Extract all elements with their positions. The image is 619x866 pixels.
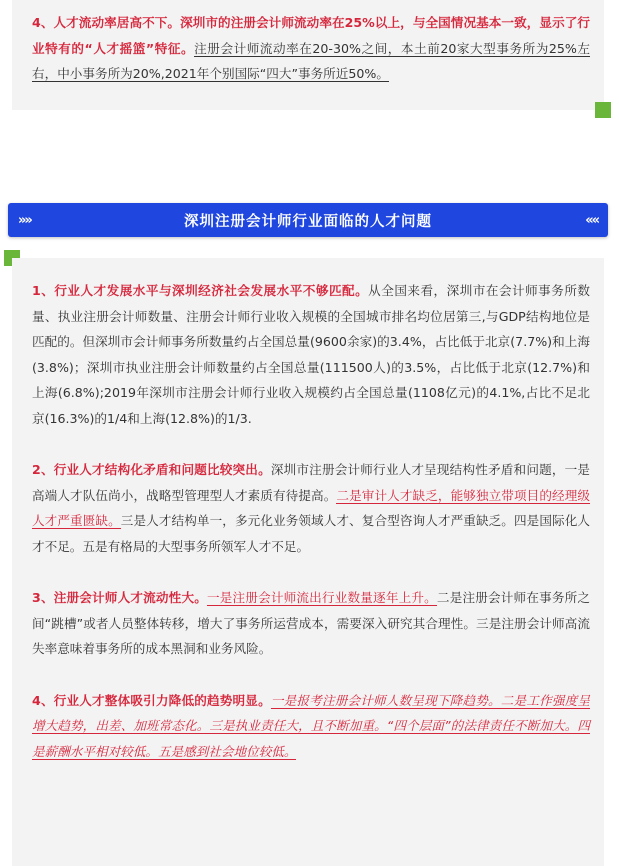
section-banner [8, 203, 608, 237]
issue-2-body-1: 深圳市注册会计师行业人才呈现结构性矛盾和问题，一是高端人才队伍尚小，战略型管理型人才素质有待提高。 [32, 462, 591, 503]
issue-2-highlight: 二是审计人才缺乏，能够独立带项目的经理级人才严重匮缺。 [32, 487, 591, 528]
issue-3-highlight: 一是注册会计师流出行业数量逐年上升。 [207, 590, 437, 605]
issue-2-body-2: 三是人才结构单一，多元化业务领域人才、复合型咨询人才严重缺乏。四是国际化人才不足。五是有格局的大型事务所领军人才不足。 [32, 513, 591, 554]
section-title: 深圳注册会计师行业面临的人才问题 [184, 213, 432, 230]
issue-4-highlight: 一是报考注册会计师人数呈现下降趋势。二是工作强度呈增大趋势，出差、加班常态化。三是执业责任大，且不断加重。“四个层面”的法律责任不断加大。四是薪酬水平相对较低。五是感到社会地位较低。 [32, 692, 591, 759]
issue-paragraph-1 [32, 278, 590, 431]
green-corner-square [595, 102, 611, 118]
issue-paragraph-4 [32, 688, 590, 765]
issue-paragraph-3 [32, 585, 590, 662]
talent-turnover-lead: 4、人才流动率居高不下。深圳市的注册会计师流动率在25%以上，与全国情况基本一致，显示了行业特有的“人才摇篮”特征。 [32, 15, 590, 56]
talent-turnover-paragraph [32, 10, 590, 87]
double-chevron-right-icon: »» [18, 212, 31, 228]
issue-paragraph-2 [32, 457, 590, 559]
issue-4-lead: 4、行业人才整体吸引力降低的趋势明显。 [32, 692, 271, 708]
previous-section-card [12, 0, 604, 110]
double-chevron-left-icon: «« [585, 212, 598, 228]
issue-1-body: 从全国来看，深圳市在会计师事务所数量、执业注册会计师数量、注册会计师行业收入规模的全国城市排名均位居第三,与GDP结构地位是匹配的。但深圳市会计师事务所数量约占全国总量(9600余家)的3.4%，占比低于北京(7.7%)和上海(3.8%)；深圳市执业注册会计师数量约占全国总量(111500人)的3.5%，占比低于北京(12.7%)和上海(6.8%);2019年深圳市注册会计师行业收入规模约占全国总量(1108亿元)的4.1%,占比不足北京(16.3%)的1/4和上海(12.8%)的1/3. [32, 283, 590, 426]
issue-2-lead: 2、行业人才结构化矛盾和问题比较突出。 [32, 462, 271, 477]
talent-turnover-body: 注册会计师流动率在20-30%之间，本土前20家大型事务所为25%左右，中小事务所为20%,2021年个别国际“四大”事务所近50%。 [32, 40, 591, 81]
issue-3-body: 二是注册会计师在事务所之间“跳槽”或者人员整体转移，增大了事务所运营成本，需要深入研究其合理性。三是注册会计师高流失率意味着事务所的成本黑洞和业务风险。 [32, 590, 591, 656]
talent-issues-card [12, 258, 604, 866]
issue-3-lead: 3、注册会计师人才流动性大。 [32, 590, 207, 605]
issue-1-lead: 1、行业人才发展水平与深圳经济社会发展水平不够匹配。 [32, 283, 369, 298]
